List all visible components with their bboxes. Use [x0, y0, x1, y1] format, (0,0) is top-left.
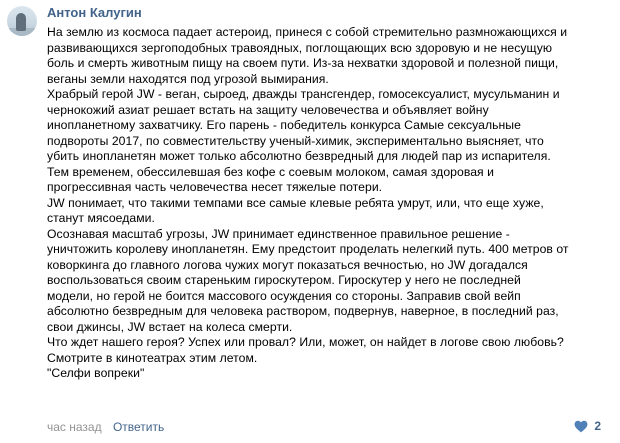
- comment-text-line: инопланетному захватчику. Его парень - победитель конкурса Самые сексуальные: [47, 118, 521, 132]
- comment-text-line: развивающихся зергоподобных травоядных, поглощающих всю здоровую и не несущую: [47, 40, 553, 55]
- comment-text-line: модели, но герой не боится массового осуждения со стороны. Заправив свой вейп: [47, 288, 521, 303]
- comment-text-line: Тем временем, обессилевшая без кофе с соевым молоком, самая здоровая и: [47, 164, 494, 179]
- comment-footer: [47, 420, 164, 434]
- comment-text-line: подвороты 2017, по совместительству ученый-химик, экспериментально выясняет, что: [47, 133, 544, 148]
- heart-icon: [574, 420, 588, 433]
- like-count: 2: [594, 419, 601, 433]
- reply-button[interactable]: Ответить: [112, 420, 165, 434]
- timestamp[interactable]: час назад: [47, 420, 102, 434]
- comment-text-line: На землю из космоса падает астероид, принеся с собой стремительно размножающихся и: [47, 25, 568, 39]
- comment-text-line: "Селфи вопреки": [47, 366, 145, 380]
- comment-text-line: коворкинга до главного логова чужих могут показаться вечностью, но JW догадался: [47, 257, 528, 272]
- avatar-figure: [16, 13, 26, 31]
- comment-text-line: убить инопланетян может только абсолютно безвредный для людей пар из испарителя.: [47, 149, 551, 163]
- comment-text-line: воспользоваться своим стареньким гироскутером. Гироскутер у него не последней: [47, 273, 521, 287]
- comment-text-line: станут мясоедами.: [47, 211, 155, 225]
- comment-text-line: JW понимает, что такими темпами все самые клевые ребята умрут, или, что еще хуже,: [47, 195, 544, 210]
- comment-text-line: прогрессивная часть человечества несет тяжелые потери.: [47, 180, 383, 194]
- comment-text-line: Храбрый герой JW - веган, сыроед, дважды трансгендер, гомосексуалист, мусульманин и: [47, 87, 560, 101]
- like-button[interactable]: [574, 419, 601, 433]
- avatar[interactable]: [7, 6, 37, 36]
- comment-text-line: Осознавая масштаб угрозы, JW принимает единственное правильное решение -: [47, 226, 510, 241]
- comment-text: [47, 25, 613, 382]
- comment-text-line: свои джинсы, JW встает на колеса смерти.: [47, 319, 293, 334]
- comment-text-line: боль и смерть животным пищу на своем пути. Из-за нехватки здоровой и полезной пищи,: [47, 56, 559, 70]
- comment-text-line: Что ждет нашего героя? Успех или провал? Или, может, он найдет в логове свою любовь?: [47, 335, 564, 349]
- comment-text-line: абсолютно безвредным для человека раствором, подвернув, наверное, в последний раз,: [47, 304, 559, 318]
- comment-text-line: Смотрите в кинотеатрах этим летом.: [47, 350, 258, 365]
- comment-text-line: уничтожить королеву инопланетян. Ему предстоит проделать нелегкий путь. 400 метров от: [47, 242, 569, 256]
- comment-text-line: чернокожий азиат решает встать на защиту человечества и объявляет войну: [47, 102, 489, 117]
- comment-text-line: веганы земли находятся под угрозой вымирания.: [47, 71, 329, 86]
- author-name[interactable]: Антон Калугин: [47, 5, 142, 20]
